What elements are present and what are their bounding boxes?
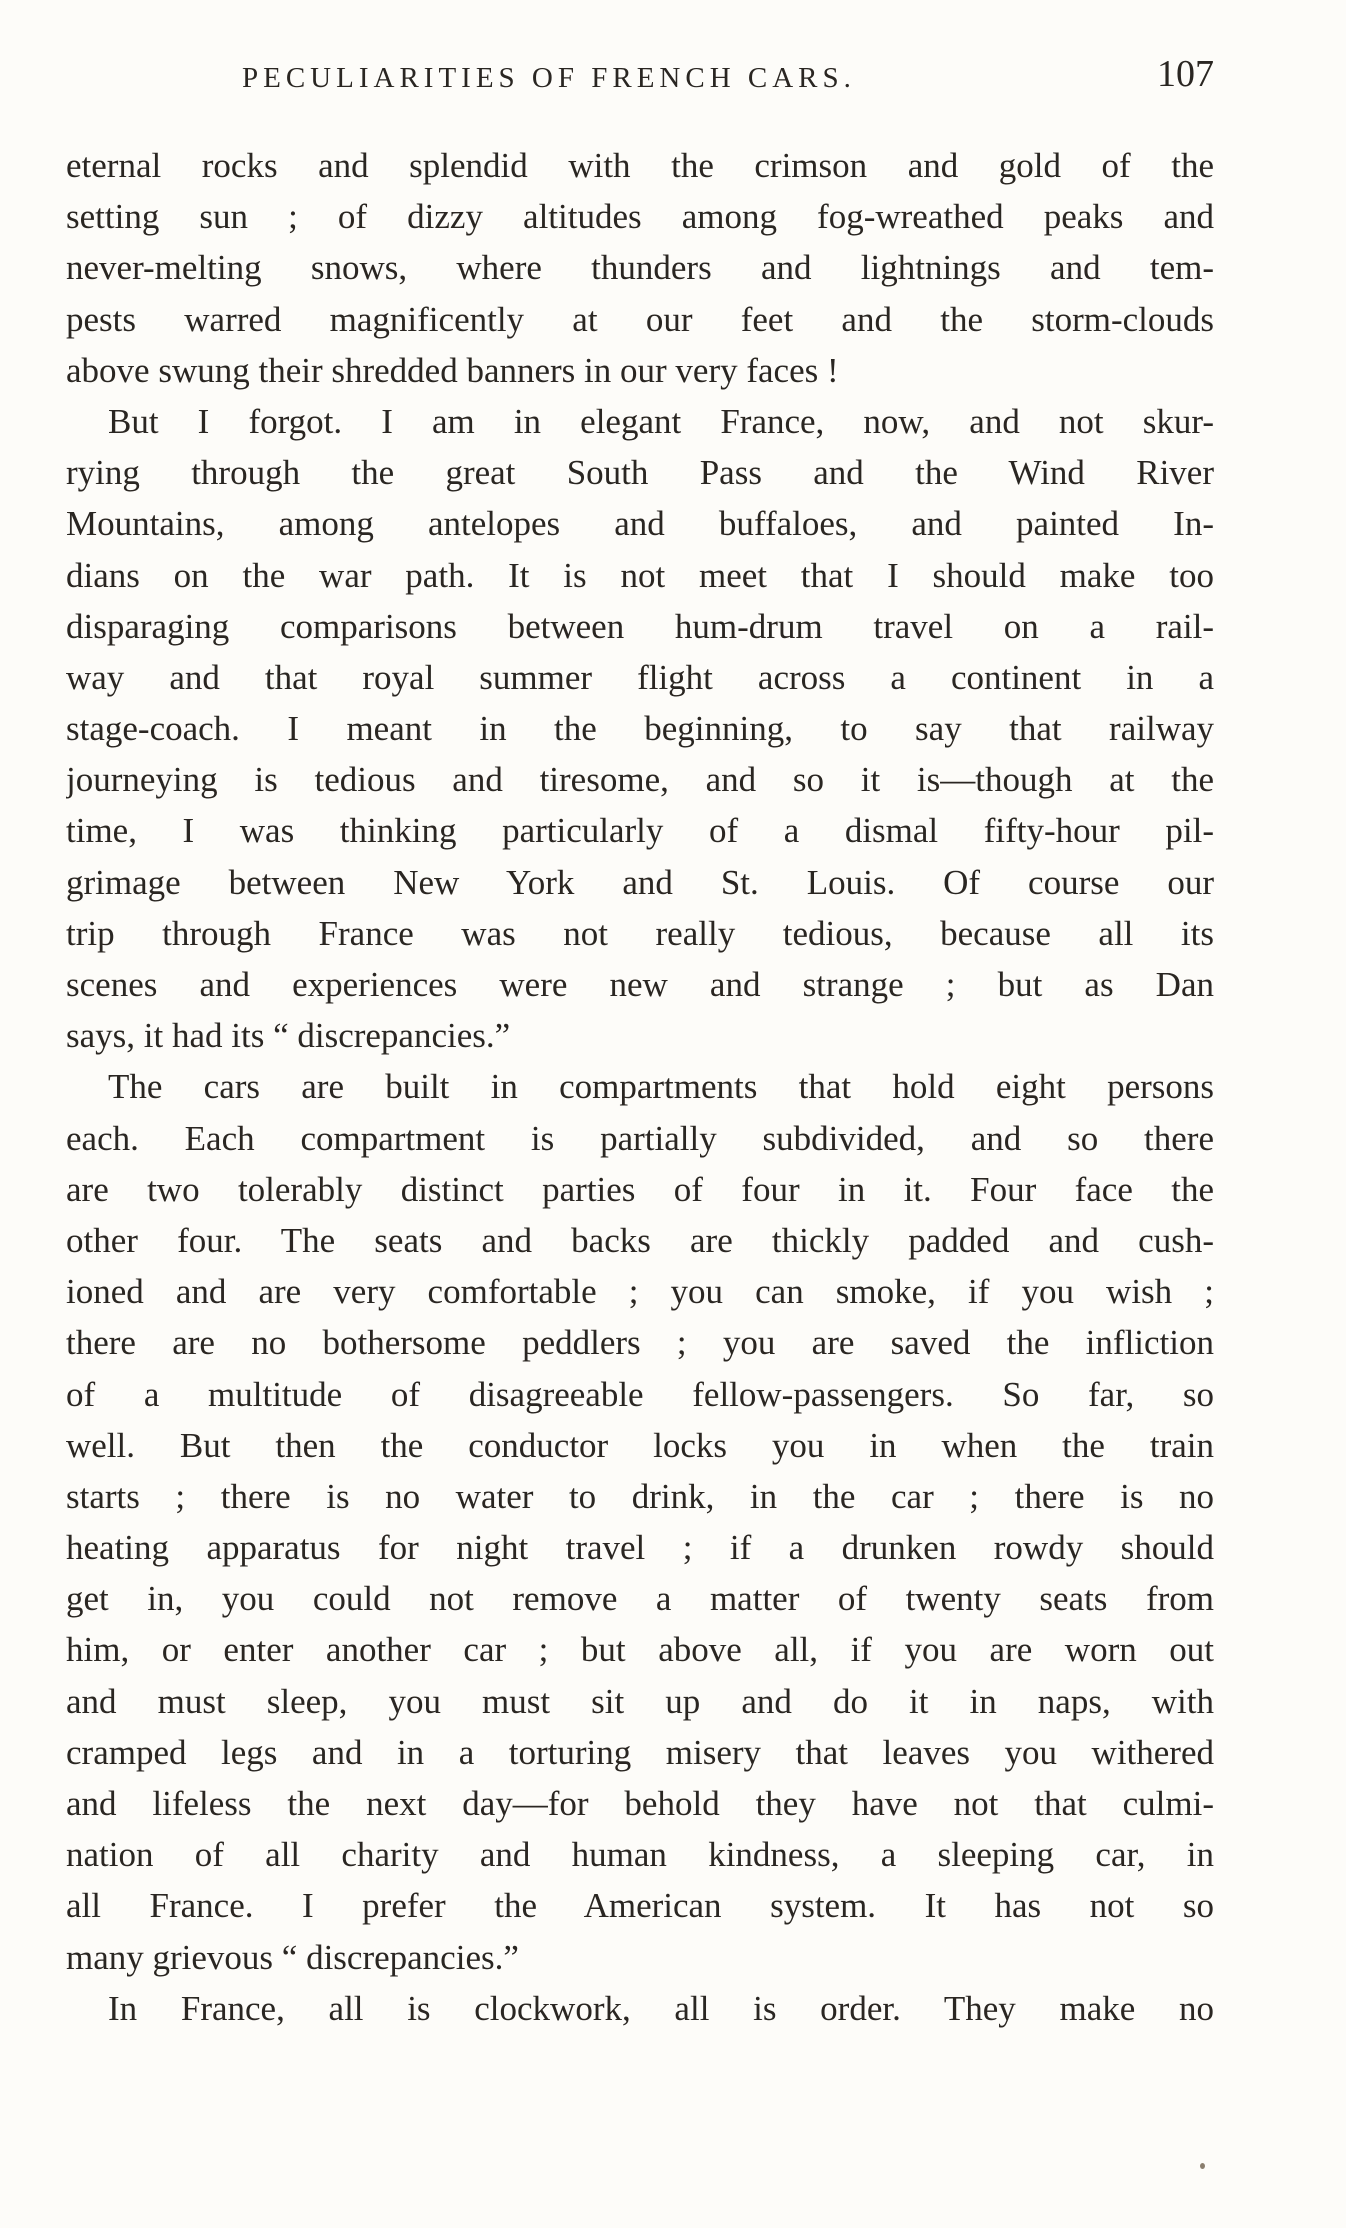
- text-line: nation of all charity and human kindness, a sleeping car, in: [66, 1835, 1214, 1875]
- text-line: way and that royal summer flight across a continent in a: [66, 657, 1214, 697]
- text-line: heating apparatus for night travel ; if a drunken rowdy should: [66, 1528, 1214, 1568]
- running-head: [66, 52, 1214, 102]
- text-line: rying through the great South Pass and the Wind River: [66, 453, 1214, 493]
- text-line: Mountains, among antelopes and buffaloes, and painted In-: [66, 504, 1214, 544]
- text-line: pests warred magnificently at our feet and the storm-clouds: [66, 299, 1214, 339]
- text-line: and must sleep, you must sit up and do it in naps, with: [66, 1681, 1214, 1721]
- text-line: disparaging comparisons between hum-drum travel on a rail-: [66, 606, 1214, 646]
- page-number: 107: [1157, 53, 1214, 95]
- text-line: of a multitude of disagreeable fellow-passengers. So far, so: [66, 1374, 1214, 1414]
- text-line: starts ; there is no water to drink, in the car ; there is no: [66, 1476, 1214, 1516]
- text-line: time, I was thinking particularly of a dismal fifty-hour pil-: [66, 811, 1214, 851]
- text-line: him, or enter another car ; but above all, if you are worn out: [66, 1630, 1214, 1670]
- text-line: stage-coach. I meant in the beginning, to say that railway: [66, 709, 1214, 749]
- text-line: and lifeless the next day—for behold they have not that culmi-: [66, 1784, 1214, 1823]
- text-line: are two tolerably distinct parties of four in it. Four face the: [66, 1169, 1214, 1209]
- text-line: ioned and are very comfortable ; you can smoke, if you wish ;: [66, 1272, 1214, 1312]
- body-text: [66, 140, 1214, 2034]
- paragraph-start-line: In France, all is clockwork, all is order. They make no: [108, 1988, 1214, 2028]
- text-line: get in, you could not remove a matter of twenty seats from: [66, 1579, 1214, 1619]
- text-line: never-melting snows, where thunders and lightnings and tem-: [66, 248, 1214, 288]
- text-line: there are no bothersome peddlers ; you are saved the infliction: [66, 1323, 1214, 1363]
- text-line: journeying is tedious and tiresome, and so it is—though at the: [66, 760, 1214, 800]
- text-line: each. Each compartment is partially subdivided, and so there: [66, 1118, 1214, 1158]
- text-line: grimage between New York and St. Louis. Of course our: [66, 862, 1214, 902]
- text-line: setting sun ; of dizzy altitudes among fog-wreathed peaks and: [66, 197, 1214, 237]
- paper-speck: [1200, 2163, 1205, 2169]
- text-line: well. But then the conductor locks you in when the train: [66, 1425, 1214, 1465]
- text-line: scenes and experiences were new and strange ; but as Dan: [66, 965, 1214, 1004]
- running-head-title: PECULIARITIES OF FRENCH CARS.: [242, 62, 856, 94]
- paragraph-start-line: But I forgot. I am in elegant France, now, and not skur-: [108, 401, 1214, 441]
- text-line: all France. I prefer the American system. It has not so: [66, 1886, 1214, 1926]
- paragraph-start-line: The cars are built in compartments that hold eight persons: [108, 1067, 1214, 1107]
- text-line: other four. The seats and backs are thickly padded and cush-: [66, 1220, 1214, 1260]
- text-line: says, it had its “ discrepancies.”: [66, 1016, 511, 1056]
- text-line: many grievous “ discrepancies.”: [66, 1937, 519, 1977]
- text-line: above swung their shredded banners in our very faces !: [66, 350, 839, 390]
- text-line: trip through France was not really tedious, because all its: [66, 913, 1214, 953]
- text-line: cramped legs and in a torturing misery that leaves you withered: [66, 1732, 1214, 1772]
- text-line: eternal rocks and splendid with the crimson and gold of the: [66, 146, 1214, 185]
- text-line: dians on the war path. It is not meet that I should make too: [66, 555, 1214, 595]
